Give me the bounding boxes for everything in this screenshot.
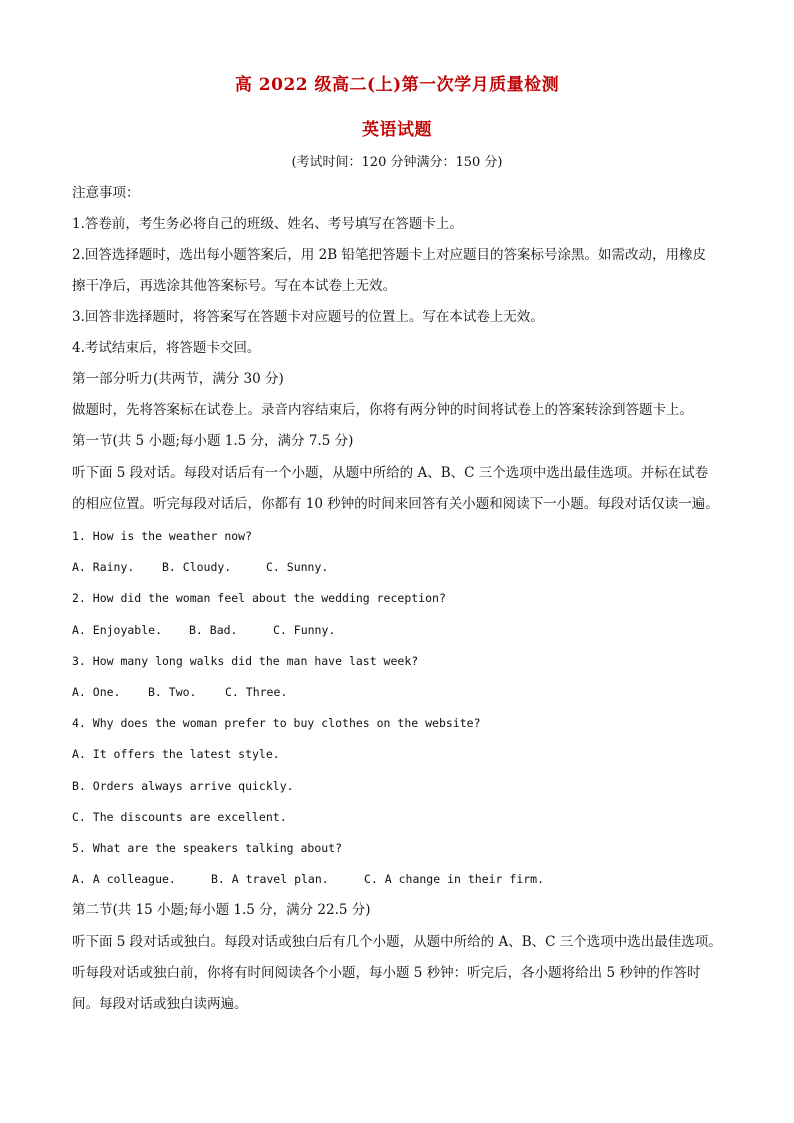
question-5-option-c: C. A change in their firm. <box>364 872 545 886</box>
notice-item-4: 4.考试结束后，将答题卡交回。 <box>72 340 261 356</box>
notice-item-1: 1.答卷前，考生务必将自己的班级、姓名、考号填写在答题卡上。 <box>72 216 463 232</box>
question-3-option-b: B. Two. <box>148 685 197 699</box>
question-3-option-a: A. One. <box>72 685 121 699</box>
part1-instruction: 做题时，先将答案标在试卷上。录音内容结束后，你将有两分钟的时间将试卷上的答案转涂到答题卡上。 <box>72 402 693 418</box>
question-3-stem: 3. How many long walks did the man have last week? <box>72 654 419 668</box>
question-4-option-b: B. Orders always arrive quickly. <box>72 779 294 793</box>
section2-instruction-3: 间。每段对话或独白读两遍。 <box>72 996 248 1012</box>
question-2-stem: 2. How did the woman feel about the wedding reception? <box>72 591 446 605</box>
question-4-option-c: C. The discounts are excellent. <box>72 810 287 824</box>
exam-time-info: (考试时间：120 分钟满分：150 分) <box>291 155 503 170</box>
question-3-option-c: C. Three. <box>225 685 288 699</box>
question-5-option-b: B. A travel plan. <box>211 872 329 886</box>
question-1-stem: 1. How is the weather now? <box>72 529 253 543</box>
question-5-option-a: A. A colleague. <box>72 872 176 886</box>
question-1-option-a: A. Rainy. <box>72 560 135 574</box>
question-2-option-b: B. Bad. <box>189 623 238 637</box>
question-2-option-a: A. Enjoyable. <box>72 623 163 637</box>
exam-title: 高 2022 级高二(上)第一次学月质量检测 <box>234 75 560 95</box>
notice-heading: 注意事项： <box>72 185 140 201</box>
notice-item-3: 3.回答非选择题时，将答案写在答题卡对应题号的位置上。写在本试卷上无效。 <box>72 309 544 325</box>
question-5-options <box>72 870 732 888</box>
section1-instruction-1: 听下面 5 段对话。每段对话后有一个小题，从题中所给的 A、B、C 三个选项中选出最佳选项。并标在试卷 <box>72 465 709 481</box>
question-2-option-c: C. Funny. <box>273 623 336 637</box>
question-2-options <box>72 621 732 639</box>
section2-instruction-1: 听下面 5 段对话或独白。每段对话或独白后有几个小题，从题中所给的 A、B、C 三个选项中选出最佳选项。 <box>72 934 722 950</box>
question-4-stem: 4. Why does the woman prefer to buy clothes on the website? <box>72 716 481 730</box>
notice-item-2: 2.回答选择题时，选出每小题答案后，用 2B 铅笔把答题卡上对应题目的答案标号涂黑。如需改动，用橡皮 <box>72 247 706 263</box>
exam-subtitle: 英语试题 <box>362 120 432 140</box>
question-1-option-b: B. Cloudy. <box>162 560 232 574</box>
question-4-option-a: A. It offers the latest style. <box>72 747 280 761</box>
section2-instruction-2: 听每段对话或独白前，你将有时间阅读各个小题，每小题 5 秒钟：听完后，各小题将给出 5 秒钟的作答时 <box>72 965 701 981</box>
section2-heading: 第二节(共 15 小题;每小题 1.5 分，满分 22.5 分) <box>72 902 371 918</box>
part1-heading: 第一部分听力(共两节，满分 30 分) <box>72 371 284 387</box>
notice-item-2-cont: 擦干净后，再选涂其他答案标号。写在本试卷上无效。 <box>72 278 396 294</box>
section1-heading: 第一节(共 5 小题;每小题 1.5 分，满分 7.5 分) <box>72 433 354 449</box>
question-5-stem: 5. What are the speakers talking about? <box>72 841 343 855</box>
question-3-options <box>72 683 732 701</box>
question-1-options <box>72 558 732 576</box>
question-1-option-c: C. Sunny. <box>266 560 329 574</box>
section1-instruction-2: 的相应位置。听完每段对话后，你都有 10 秒钟的时间来回答有关小题和阅读下一小题。每段对话仅读一遍。 <box>72 496 719 512</box>
